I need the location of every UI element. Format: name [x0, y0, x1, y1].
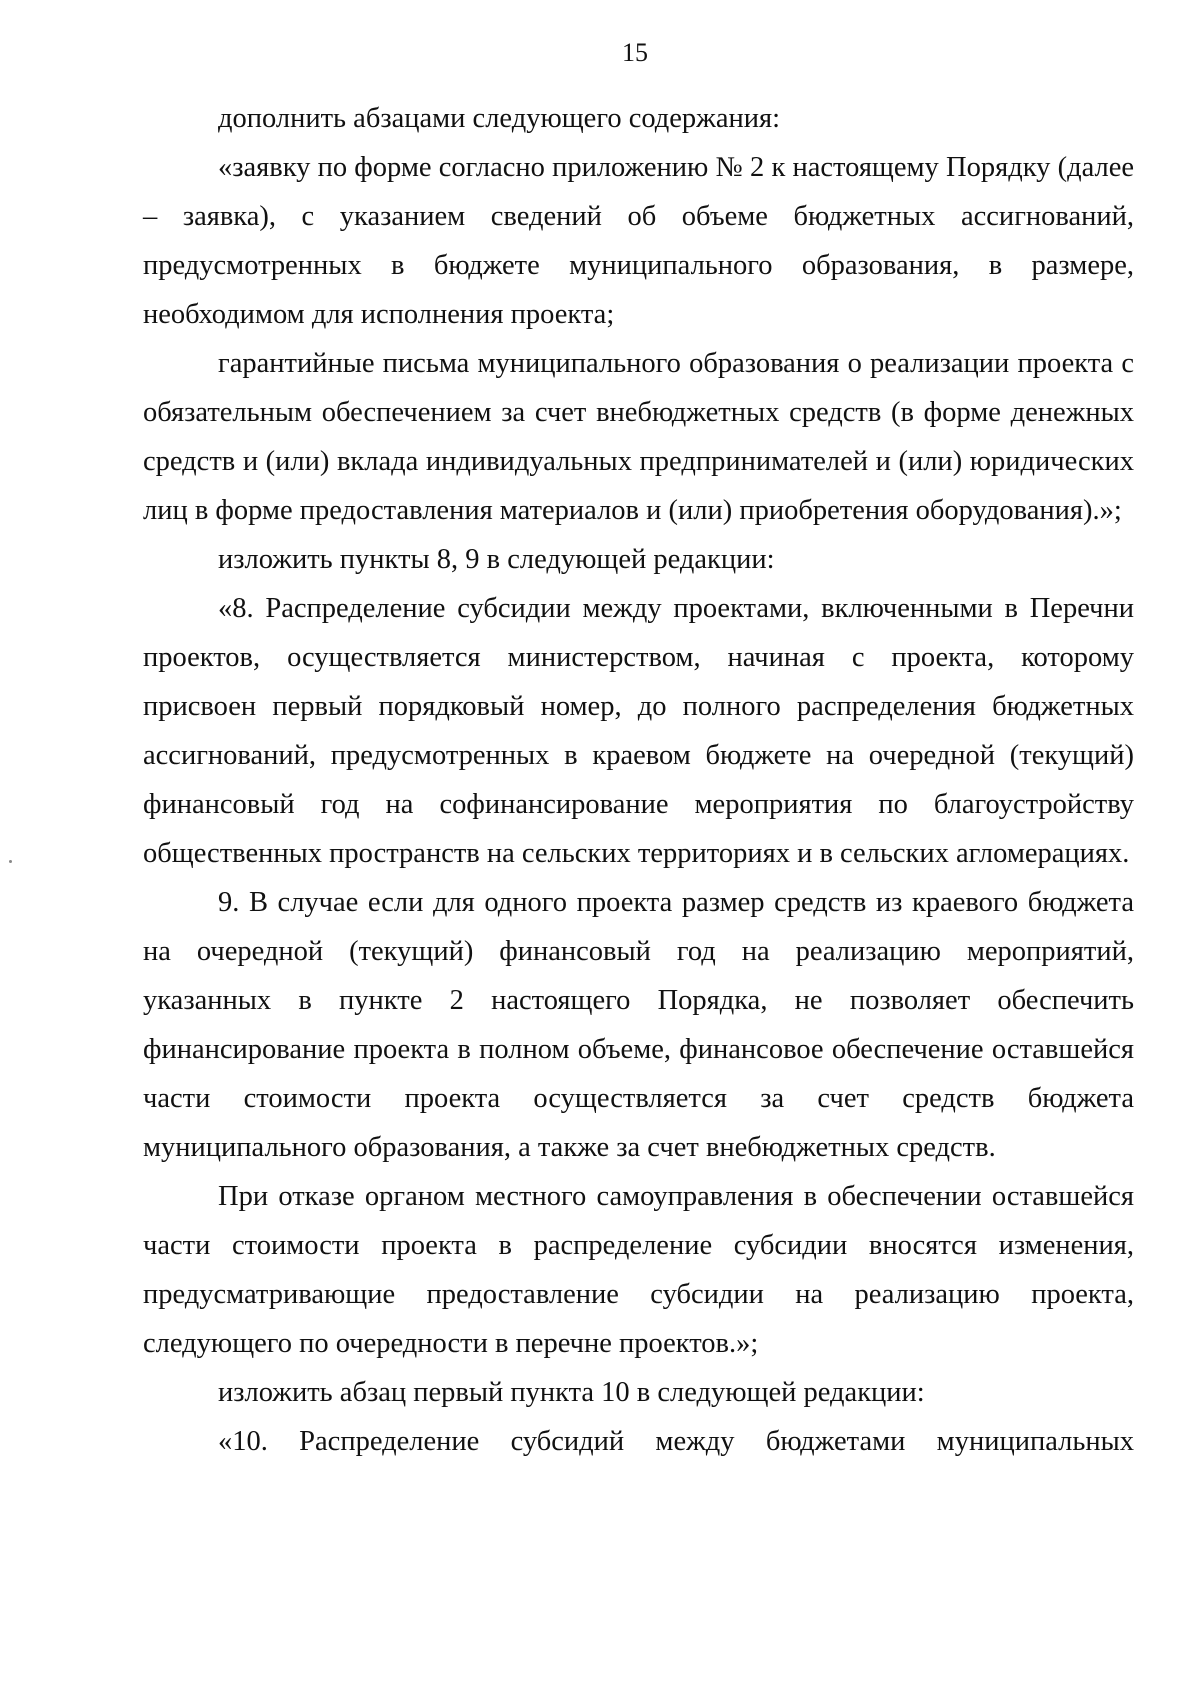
paragraph: изложить пункты 8, 9 в следующей редакции:	[218, 544, 775, 575]
page-number: 15	[622, 38, 648, 67]
paragraph-continued: «10. Распределение субсидий между бюджетами муниципальных	[218, 1426, 1134, 1457]
paragraph: 9. В случае если для одного проекта размер средств из краевого бюджета на очередной (текущий) финансовый год на реализацию мероприятий, указанных в пункте 2 настоящего Порядка, не позволяет обеспечить финансирование проекта в полном объеме, финансовое обеспечение оставшейся части стоимости проекта осуществляется за счет средств бюджета муниципального образования, а также за счет внебюджетных средств.	[143, 887, 1134, 1163]
paragraph: «8. Распределение субсидии между проектами, включенными в Перечни проектов, осуществляется министерством, начиная с проекта, которому присвоен первый порядковый номер, до полного распределения бюджетных ассигнований, предусмотренных в краевом бюджете на очередной (текущий) финансовый год на софинансирование мероприятия по благоустройству общественных пространств на сельских территориях и в сельских агломерациях.	[143, 593, 1134, 869]
paragraph: «заявку по форме согласно приложению № 2 к настоящему Порядку (далее – заявка), с указанием сведений об объеме бюджетных ассигнований, предусмотренных в бюджете муниципального образования, в размере, необходимом для исполнения проекта;	[143, 152, 1134, 330]
paragraph: дополнить абзацами следующего содержания:	[218, 103, 781, 134]
paragraph: гарантийные письма муниципального образования о реализации проекта с обязательным обеспечением за счет внебюджетных средств (в форме денежных средств и (или) вклада индивидуальных предпринимателей и (или) юридических лиц в форме предоставления материалов и (или) приобретения оборудования).»;	[143, 348, 1134, 526]
scan-artifact	[9, 860, 12, 863]
paragraph: изложить абзац первый пункта 10 в следующей редакции:	[218, 1377, 925, 1408]
paragraph: При отказе органом местного самоуправления в обеспечении оставшейся части стоимости проекта в распределение субсидии вносятся изменения, предусматривающие предоставление субсидии на реализацию проекта, следующего по очередности в перечне проектов.»;	[143, 1181, 1134, 1359]
document-body	[143, 94, 1134, 1466]
